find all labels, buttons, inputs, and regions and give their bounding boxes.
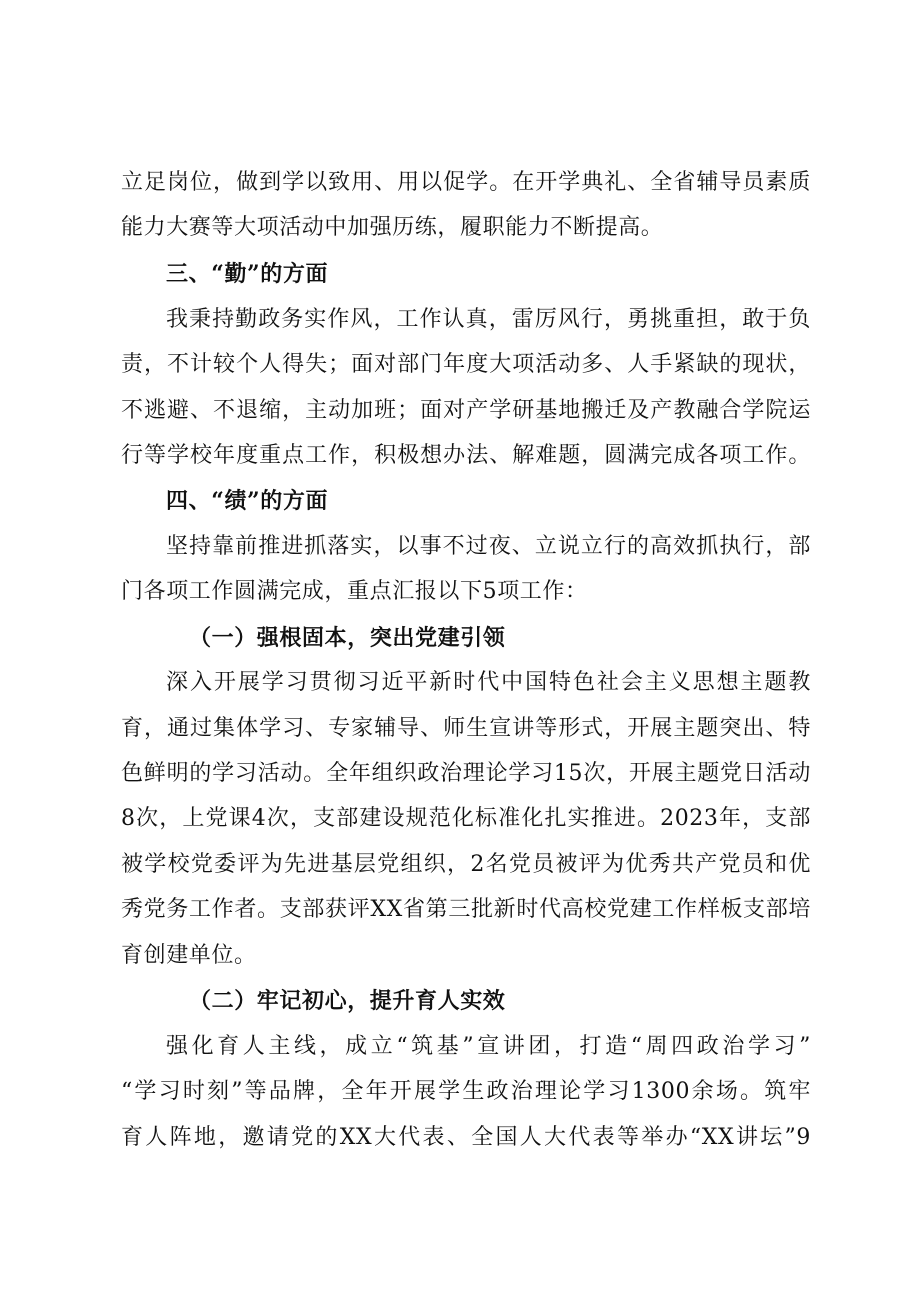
paragraph-line: 育创建单位。 bbox=[121, 943, 257, 968]
paragraph-line: 强化育人主线，成立“筑基”宣讲团，打造“周四政治学习” bbox=[166, 1034, 811, 1059]
paragraph-line: 育，通过集体学习、专家辅导、师生宣讲等形式，开展主题突出、特 bbox=[121, 716, 811, 741]
paragraph-line: 立足岗位，做到学以致用、用以促学。在开学典礼、全省辅导员素质 bbox=[121, 170, 811, 195]
paragraph-line: 能力大赛等大项活动中加强历练，履职能力不断提高。 bbox=[121, 215, 664, 240]
section-heading: 三、“勤”的方面 bbox=[166, 261, 329, 287]
paragraph-line: 深入开展学习贯彻习近平新时代中国特色社会主义思想主题教 bbox=[166, 670, 811, 695]
paragraph-line: 8次，上党课4次，支部建设规范化标准化扎实推进。2023年，支部 bbox=[121, 806, 811, 831]
paragraph-line: 育人阵地，邀请党的XX大代表、全国人大代表等举办“XX讲坛”9 bbox=[121, 1125, 811, 1150]
paragraph-line: 门各项工作圆满完成，重点汇报以下5项工作： bbox=[121, 579, 588, 604]
paragraph-line: 色鲜明的学习活动。全年组织政治理论学习15次，开展主题党日活动 bbox=[121, 761, 811, 786]
paragraph-line: 被学校党委评为先进基层党组织，2名党员被评为优秀共产党员和优 bbox=[121, 852, 811, 877]
paragraph-line: 行等学校年度重点工作，积极想办法、解难题，圆满完成各项工作。 bbox=[121, 443, 811, 468]
subsection-heading: （二）牢记初心，提升育人实效 bbox=[189, 988, 506, 1014]
section-heading: 四、“绩”的方面 bbox=[166, 488, 329, 514]
paragraph-line: 我秉持勤政务实作风，工作认真，雷厉风行，勇挑重担，敢于负 bbox=[166, 307, 811, 332]
paragraph-line: 责，不计较个人得失；面对部门年度大项活动多、人手紧缺的现状， bbox=[121, 352, 811, 377]
paragraph-line: 秀党务工作者。支部获评XX省第三批新时代高校党建工作样板支部培 bbox=[121, 897, 811, 922]
subsection-heading: （一）强根固本，突出党建引领 bbox=[189, 625, 506, 651]
paragraph-line: 不逃避、不退缩，主动加班；面对产学研基地搬迁及产教融合学院运 bbox=[121, 398, 811, 423]
paragraph-line: 坚持靠前推进抓落实，以事不过夜、立说立行的高效抓执行，部 bbox=[166, 534, 811, 559]
paragraph-line: “学习时刻”等品牌，全年开展学生政治理论学习1300余场。筑牢 bbox=[121, 1079, 811, 1104]
